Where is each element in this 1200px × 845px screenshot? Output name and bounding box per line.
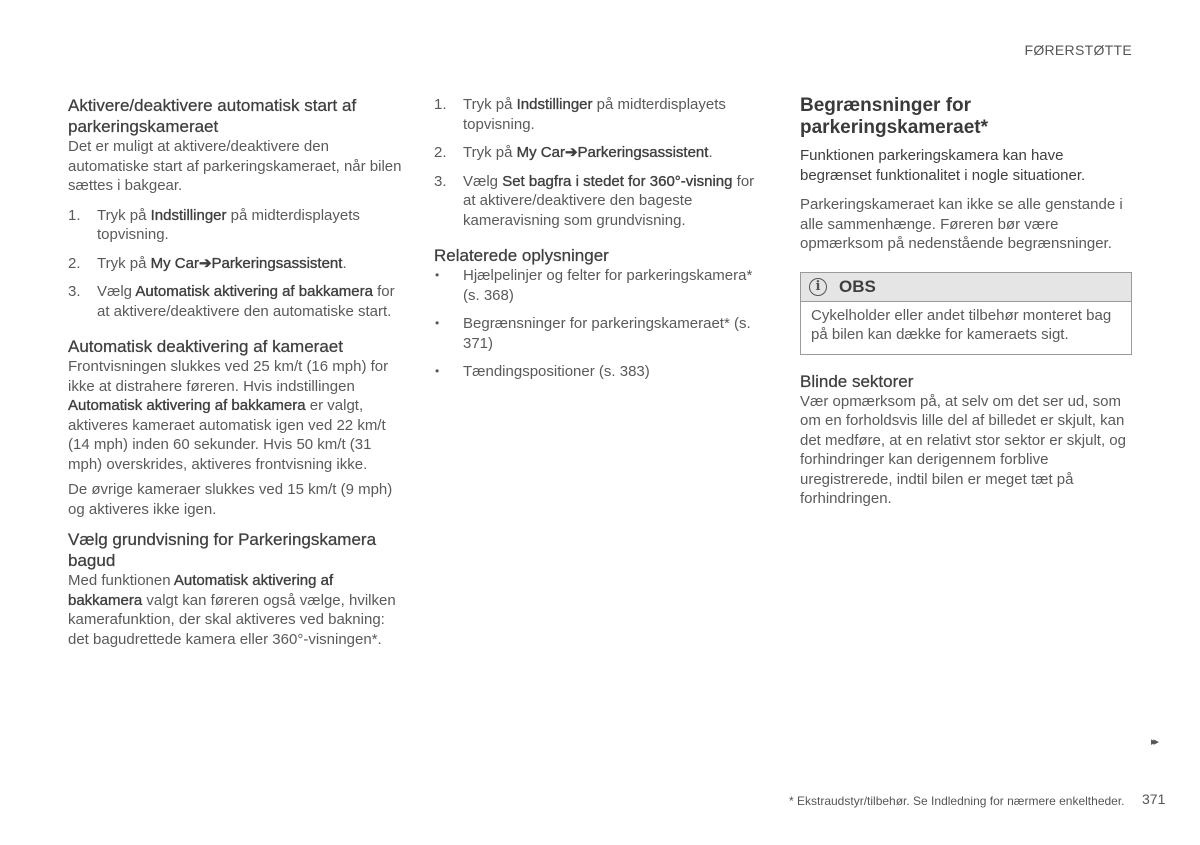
page-number: 371 <box>1142 791 1166 807</box>
paragraph: Med funktionen Automatisk aktivering af bakkamera valgt kan føreren også vælge, hvilken kamerafunktion, der skal aktiveres ved bakning: det bagudrettede kamera eller 360°-visningen*. <box>68 572 396 648</box>
section-intro: Det er muligt at aktivere/deaktivere den automatiske start af parkeringskameraet, når bilen sættes i bakgear. <box>68 138 402 194</box>
running-header: FØRERSTØTTE <box>1024 42 1132 58</box>
paragraph: De øvrige kameraer slukkes ved 15 km/t (9 mph) og aktiveres ikke igen. <box>68 481 393 518</box>
info-icon: i <box>809 278 827 296</box>
note-label: OBS <box>839 276 876 296</box>
column-middle <box>434 95 769 391</box>
step-item: 3. Vælg Automatisk aktivering af bakkamera for at aktivere/deaktivere den automatiske start. <box>68 283 395 320</box>
bullet-icon: • <box>435 364 440 378</box>
page-title: Begrænsninger for parkeringskameraet* <box>800 95 988 138</box>
arrow-right-icon: ➔ <box>564 144 578 161</box>
column-left <box>68 95 403 649</box>
related-link[interactable]: • Hjælpelinjer og felter for parkeringskamera* (s. 368) <box>435 267 753 304</box>
step-item: 3. Vælg Set bagfra i stedet for 360°-visning for at aktivere/deaktivere den bageste kameravisning som grundvisning. <box>434 172 755 229</box>
step-item: 2. Tryk på My Car➔Parkeringsassistent. <box>68 254 347 272</box>
step-item: 1. Tryk på Indstillinger på midterdisplayets topvisning. <box>68 206 360 243</box>
related-links-list <box>434 266 769 382</box>
paragraph: Parkeringskameraet kan ikke se alle genstande i alle sammenhænge. Føreren bør være opmærksom på nedenstående begrænsninger. <box>800 196 1123 252</box>
related-link[interactable]: • Begrænsninger for parkeringskameraet* (s. 371) <box>435 315 751 352</box>
related-info-title: Relaterede oplysninger <box>434 246 609 265</box>
step-item: 1. Tryk på Indstillinger på midterdisplayets topvisning. <box>434 96 726 133</box>
section-title-blind-sectors: Blinde sektorer <box>800 371 914 391</box>
note-header <box>801 273 1131 302</box>
column-right <box>800 95 1132 509</box>
footnote: * Ekstraudstyr/tilbehør. Se Indledning for nærmere enkeltheder. <box>789 794 1125 808</box>
steps-list <box>434 95 769 230</box>
note-text: Cykelholder eller andet tilbehør monteret bag på bilen kan dække for kameraets sigt. <box>811 306 1112 343</box>
continue-marker-icon: ▸▸ <box>1151 736 1157 748</box>
arrow-right-icon: ➔ <box>198 254 212 272</box>
bullet-icon: • <box>435 268 440 282</box>
section-title-auto-deactivate: Automatisk deaktivering af kameraet <box>68 337 343 356</box>
paragraph: Vær opmærksom på, at selv om det ser ud, som om en forholdsvis lille del af billedet er skjult, kan det medføre, at en relativt stor sektor er skjult, og forhindringer kan derigennem forblive uregistrerede, indtil bilen er meget tæt på forhindringen. <box>800 392 1126 507</box>
related-link[interactable]: • Tændingspositioner (s. 383) <box>435 363 650 380</box>
section-title-default-view: Vælg grundvisning for Parkeringskamera bagud <box>68 530 377 570</box>
note-box <box>800 272 1132 355</box>
paragraph: Frontvisningen slukkes ved 25 km/t (16 mph) for ikke at distrahere føreren. Hvis indstillingen Automatisk aktivering af bakkamera er valgt, aktiveres kameraet automatisk igen ved 22 km/t (14 mph) inden 60 sekunder. Hvis 50 km/t (31 mph) overskrides, aktiveres frontvisning ikke. <box>68 358 389 473</box>
section-title-auto-start: Aktivere/deaktivere automatisk start af parkeringskameraet <box>68 96 357 136</box>
section-intro: Funktionen parkeringskamera kan have begrænset funktionalitet i nogle situationer. <box>800 147 1086 184</box>
steps-list <box>68 206 403 322</box>
step-item: 2. Tryk på My Car➔Parkeringsassistent. <box>434 144 713 161</box>
bullet-icon: • <box>435 316 440 330</box>
